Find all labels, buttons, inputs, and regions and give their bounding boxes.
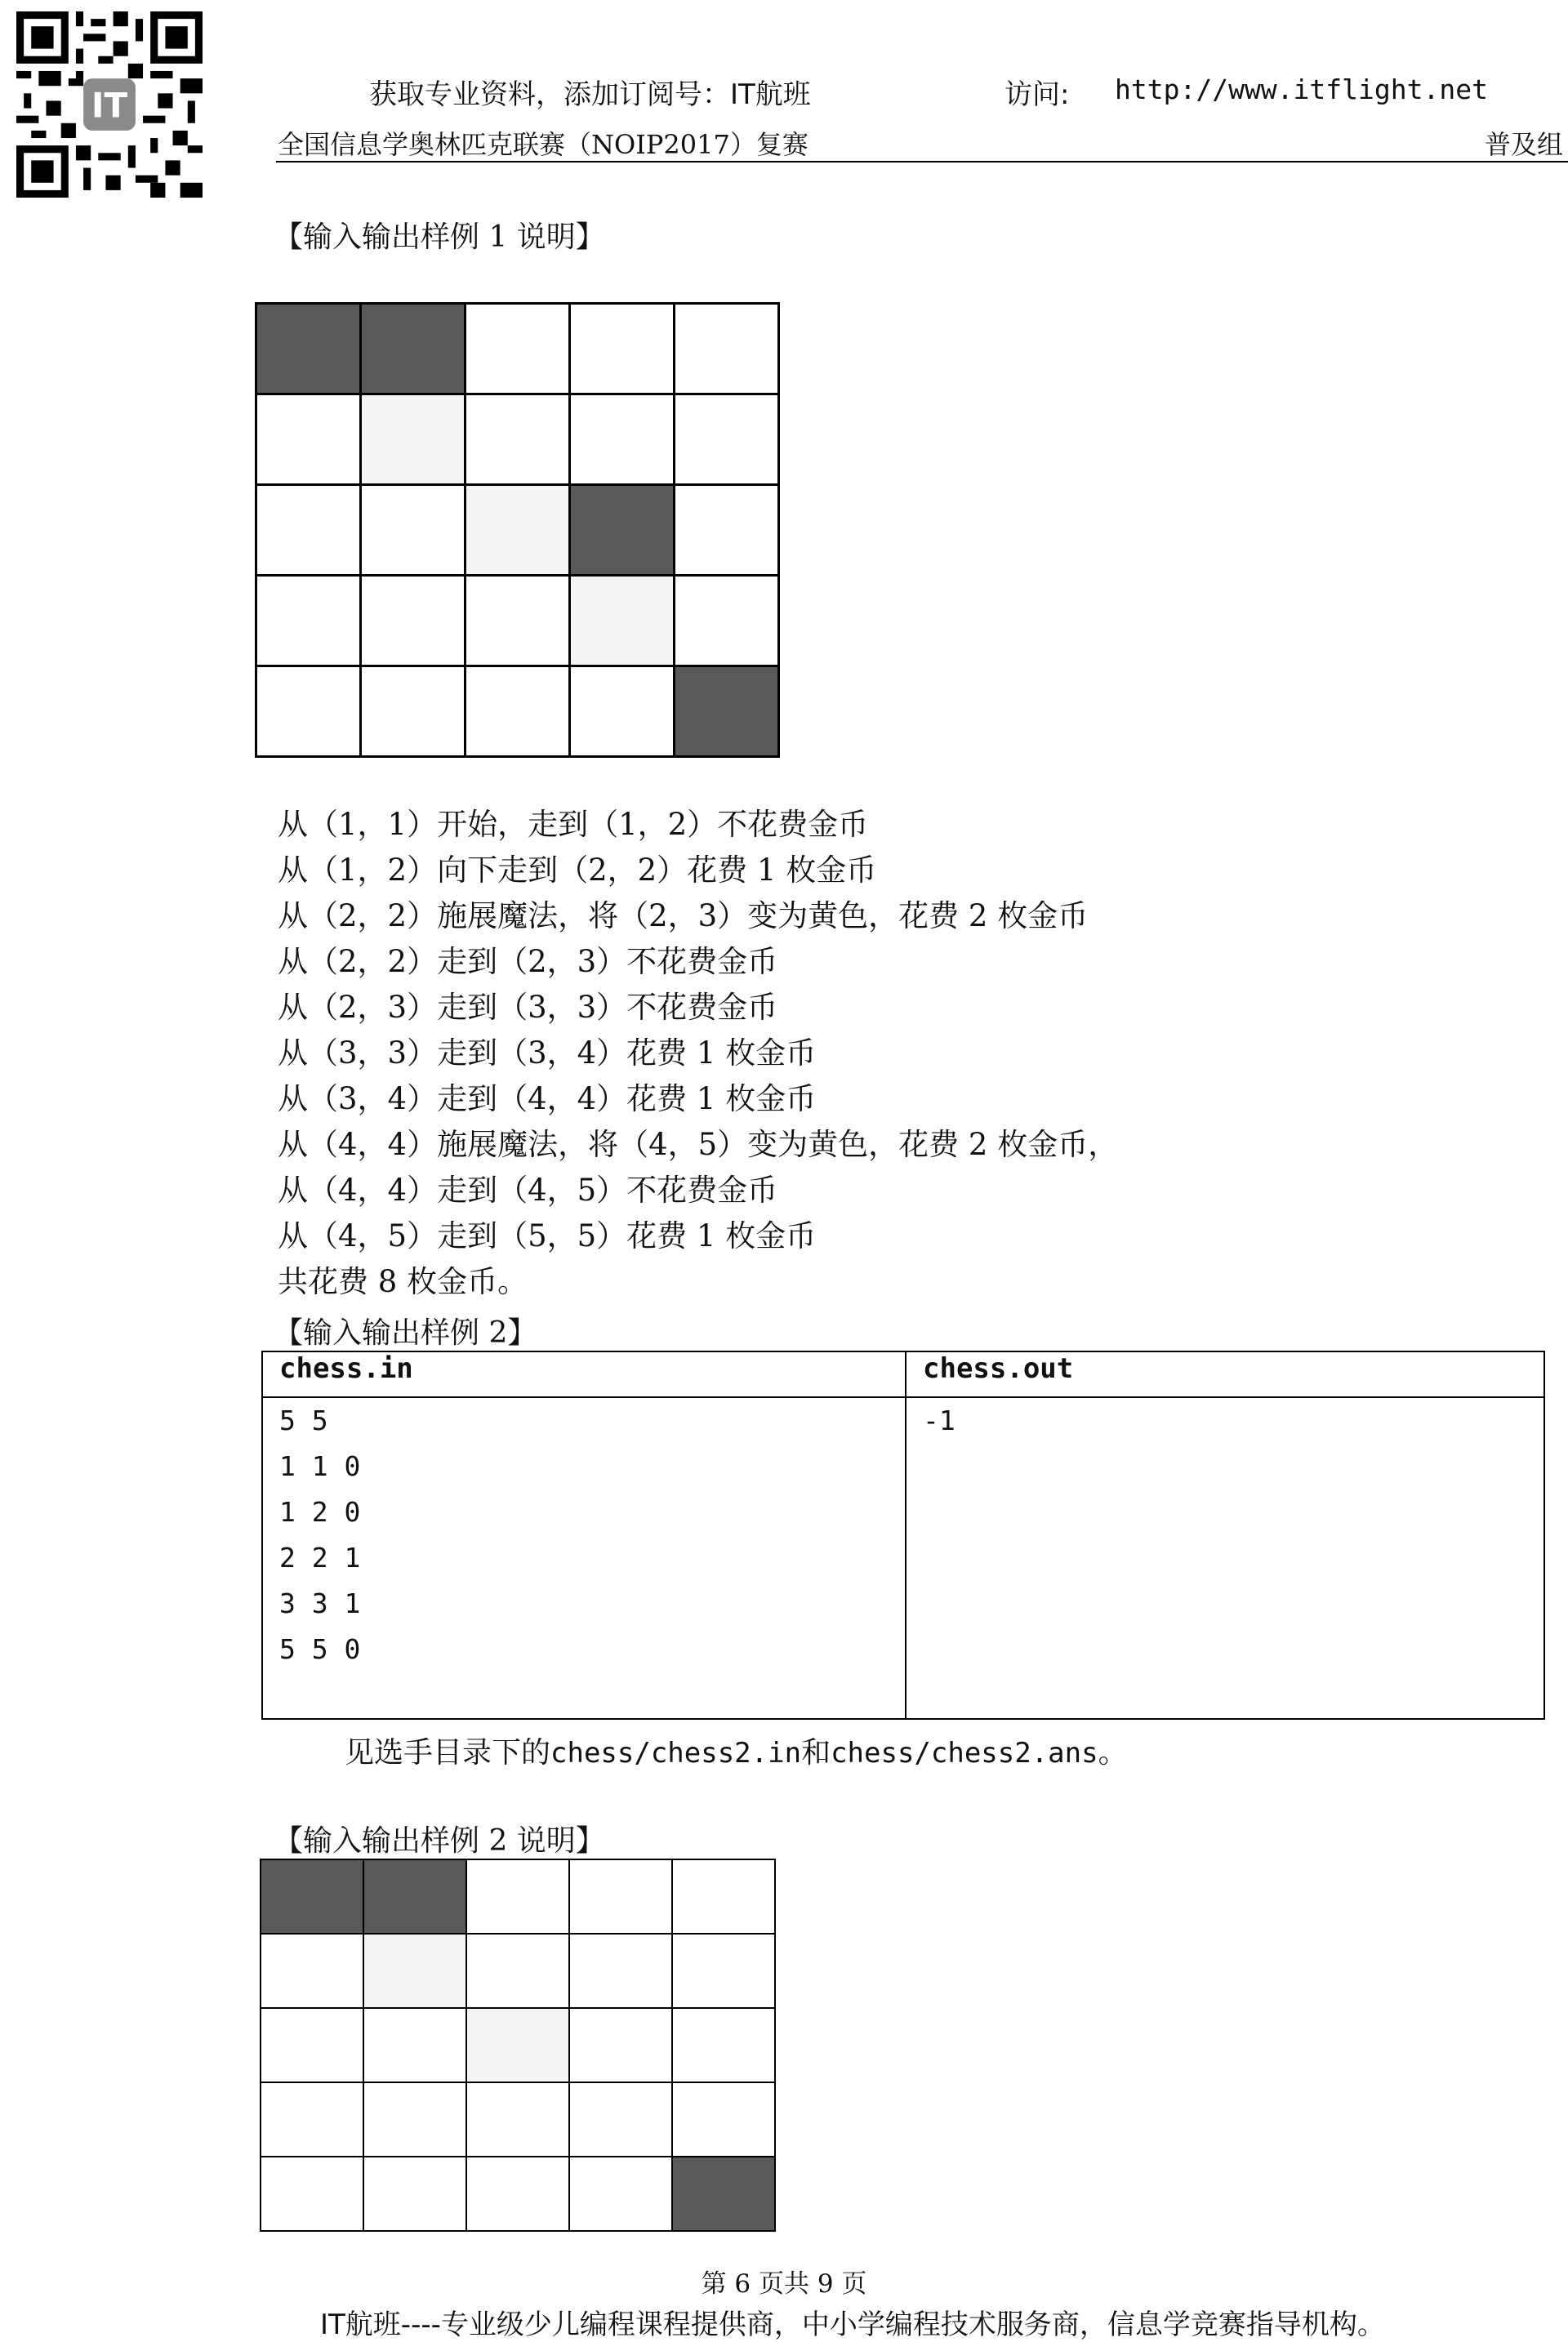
- board-cell-dark: [675, 667, 780, 758]
- io-line: 2 2 1: [279, 1542, 361, 1574]
- board-cell-white: [261, 2083, 364, 2157]
- board-cell-white: [261, 1935, 364, 2009]
- promo-visit-label: 访问:: [1004, 78, 1070, 111]
- board-cell-white: [570, 1935, 673, 2009]
- section-title-sample1-explain: 【输入输出样例 1 说明】: [274, 220, 605, 254]
- io-line: 5 5 0: [279, 1633, 361, 1665]
- board-cell-white: [467, 1935, 570, 2009]
- board-cell-dark: [364, 1860, 467, 1935]
- board-cell-white: [466, 395, 571, 486]
- board-cell-light: [467, 2009, 570, 2083]
- board-cell-white: [466, 305, 571, 395]
- board-cell-white: [257, 577, 362, 667]
- see-prefix: 见选手目录下的: [345, 1736, 551, 1770]
- board-cell-white: [675, 486, 780, 577]
- board-cell-light: [466, 486, 571, 577]
- explanation-step-line: 从（4，5）走到（5，5）花费 1 枚金币: [278, 1218, 817, 1253]
- explanation-step-line: 从（3，4）走到（4，4）花费 1 枚金币: [278, 1081, 817, 1116]
- board-cell-white: [466, 577, 571, 667]
- explanation-step-line: 从（3，3）走到（3，4）花费 1 枚金币: [278, 1035, 817, 1071]
- output-cell: [906, 1397, 1544, 1719]
- io-line: -1: [923, 1405, 956, 1436]
- board-cell-white: [466, 667, 571, 758]
- see-suffix: 。: [1098, 1736, 1128, 1770]
- see-middle: 和: [801, 1736, 831, 1770]
- explanation-step-line: 从（1，2）向下走到（2，2）花费 1 枚金币: [278, 853, 877, 888]
- board-cell-white: [675, 577, 780, 667]
- board-cell-white: [364, 2009, 467, 2083]
- board-cell-dark: [673, 2157, 776, 2232]
- board-cell-white: [261, 2157, 364, 2232]
- page-number: 第 6 页共 9 页: [701, 2269, 867, 2299]
- board-cell-white: [673, 1935, 776, 2009]
- input-cell: [262, 1397, 906, 1719]
- qr-code-icon: [11, 11, 207, 198]
- board-cell-white: [570, 2157, 673, 2232]
- board-cell-white: [570, 2009, 673, 2083]
- explanation-step-line: 从（2，3）走到（3，3）不花费金币: [278, 990, 778, 1025]
- board-cell-white: [673, 2009, 776, 2083]
- promo-subscription-text: 获取专业资料，添加订阅号：IT航班: [369, 78, 811, 111]
- board-cell-white: [362, 577, 466, 667]
- board-grid-sample1: [255, 302, 780, 758]
- board-cell-white: [571, 667, 675, 758]
- explanation-step-line: 从（2，2）施展魔法，将（2，3）变为黄色，花费 2 枚金币: [278, 898, 1089, 933]
- board-cell-light: [571, 577, 675, 667]
- board-cell-white: [362, 486, 466, 577]
- board-cell-white: [364, 2157, 467, 2232]
- board-grid-sample2: [260, 1859, 776, 2232]
- io-line: 1 2 0: [279, 1496, 361, 1528]
- board-cell-white: [570, 1860, 673, 1935]
- board-cell-white: [675, 305, 780, 395]
- board-cell-white: [362, 667, 466, 758]
- board-cell-white: [571, 395, 675, 486]
- board-cell-dark: [362, 305, 466, 395]
- section-title-sample2-explain: 【输入输出样例 2 说明】: [274, 1824, 605, 1858]
- board-cell-white: [257, 395, 362, 486]
- explanation-step-line: 从（4，4）走到（4，5）不花费金币: [278, 1173, 778, 1208]
- board-cell-white: [467, 2157, 570, 2232]
- explanation-steps: [278, 802, 1118, 1305]
- output-column-header: chess.out: [906, 1351, 1544, 1397]
- io-line: 3 3 1: [279, 1587, 361, 1619]
- board-cell-white: [673, 1860, 776, 1935]
- explanation-step-line: 从（2，2）走到（2，3）不花费金币: [278, 944, 778, 979]
- input-column-header: chess.in: [262, 1351, 906, 1397]
- board-cell-white: [257, 486, 362, 577]
- board-cell-dark: [571, 486, 675, 577]
- section-title-sample2: 【输入输出样例 2】: [274, 1316, 537, 1350]
- io-sample-table: [261, 1351, 1545, 1720]
- see-directory-note: [345, 1730, 1128, 1771]
- board-cell-white: [675, 395, 780, 486]
- board-cell-white: [467, 2083, 570, 2157]
- header-divider: [276, 161, 1568, 163]
- board-cell-white: [364, 2083, 467, 2157]
- board-cell-light: [362, 395, 466, 486]
- promo-url-link[interactable]: http://www.itflight.net: [1115, 73, 1488, 105]
- board-cell-dark: [257, 305, 362, 395]
- page-header-title: 全国信息学奥林匹克联赛（NOIP2017）复赛: [278, 129, 808, 160]
- explanation-step-line: 从（1，1）开始，走到（1，2）不花费金币: [278, 807, 869, 842]
- board-cell-white: [467, 1860, 570, 1935]
- io-line: 1 1 0: [279, 1450, 361, 1482]
- board-cell-light: [364, 1935, 467, 2009]
- sample2-answer-filename: chess/chess2.ans: [831, 1737, 1098, 1770]
- board-cell-white: [673, 2083, 776, 2157]
- board-cell-white: [261, 2009, 364, 2083]
- svg-text:IT: IT: [91, 85, 128, 126]
- io-line: 5 5: [279, 1405, 328, 1436]
- explanation-step-line: 从（4，4）施展魔法，将（4，5）变为黄色，花费 2 枚金币，: [278, 1127, 1119, 1162]
- page-header-group: 普及组: [1484, 129, 1563, 160]
- footer-slogan: IT航班----专业级少儿编程课程提供商，中小学编程技术服务商，信息学竞赛指导机构。: [320, 2309, 1385, 2341]
- board-cell-white: [257, 667, 362, 758]
- board-cell-dark: [261, 1860, 364, 1935]
- board-cell-white: [571, 305, 675, 395]
- sample2-input-filename: chess/chess2.in: [550, 1737, 802, 1770]
- explanation-step-line: 共花费 8 枚金币。: [278, 1264, 528, 1299]
- board-cell-white: [570, 2083, 673, 2157]
